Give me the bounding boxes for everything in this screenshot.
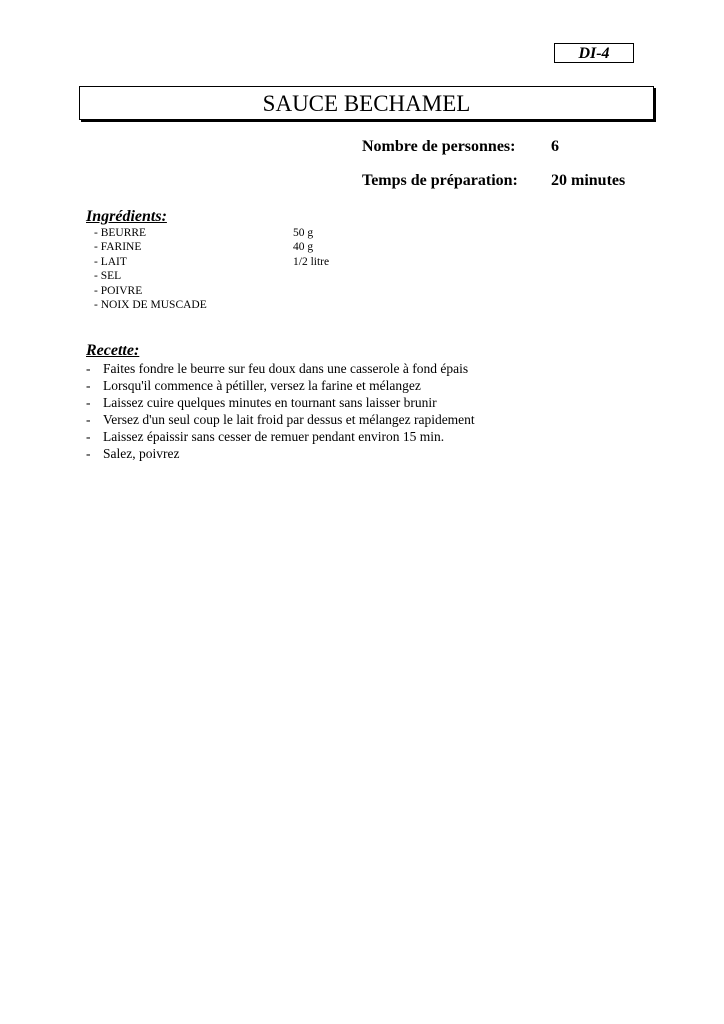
prep-time-row (362, 172, 625, 190)
ingredient-qty: 50 g (293, 227, 314, 239)
recipe-heading: Recette: (86, 342, 140, 359)
step-text: Salez, poivrez (103, 445, 180, 461)
ingredient-item (94, 255, 329, 269)
ingredient-item (94, 226, 329, 240)
ingredients-list (94, 226, 329, 312)
ingredient-name: - SEL (94, 270, 122, 283)
step-bullet: - (86, 445, 91, 461)
recipe-step (86, 446, 475, 463)
persons-label: Nombre de personnes: (362, 138, 516, 155)
persons-value: 6 (551, 138, 559, 155)
recipe-step (86, 395, 475, 412)
ingredient-name: - LAIT (94, 255, 127, 268)
ingredients-heading: Ingrédients: (86, 208, 167, 225)
recipe-step (86, 378, 475, 395)
step-bullet: - (86, 428, 91, 444)
step-bullet: - (86, 361, 91, 376)
ingredient-name: - POIVRE (94, 284, 143, 297)
ingredient-item (94, 298, 329, 312)
step-text: Faites fondre le beurre sur feu doux dans une casserole à fond épais (103, 361, 469, 376)
ingredient-item (94, 240, 329, 254)
ingredient-name: - FARINE (94, 241, 142, 254)
recipe-steps (86, 361, 475, 462)
step-bullet: - (86, 377, 91, 393)
prep-time-value: 20 minutes (551, 172, 626, 189)
step-text: Laissez cuire quelques minutes en tournant sans laisser brunir (103, 394, 437, 410)
ingredient-item (94, 284, 329, 298)
document-code: DI-4 (554, 43, 634, 63)
step-bullet: - (86, 394, 91, 410)
ingredient-qty: 40 g (293, 241, 314, 254)
prep-time-label: Temps de préparation: (362, 172, 518, 189)
persons-row (362, 138, 559, 156)
ingredient-name: - BEURRE (94, 227, 147, 239)
step-text: Versez d'un seul coup le lait froid par dessus et mélangez rapidement (103, 411, 475, 427)
ingredient-name: - NOIX DE MUSCADE (94, 299, 207, 312)
ingredient-qty: 1/2 litre (293, 255, 330, 268)
recipe-step (86, 412, 475, 429)
recipe-step (86, 429, 475, 446)
step-text: Laissez épaissir sans cesser de remuer pendant environ 15 min. (103, 428, 445, 444)
recipe-step (86, 361, 475, 378)
recipe-title: SAUCE BECHAMEL (79, 86, 654, 120)
step-bullet: - (86, 411, 91, 427)
step-text: Lorsqu'il commence à pétiller, versez la farine et mélangez (103, 377, 421, 393)
ingredient-item (94, 269, 329, 283)
